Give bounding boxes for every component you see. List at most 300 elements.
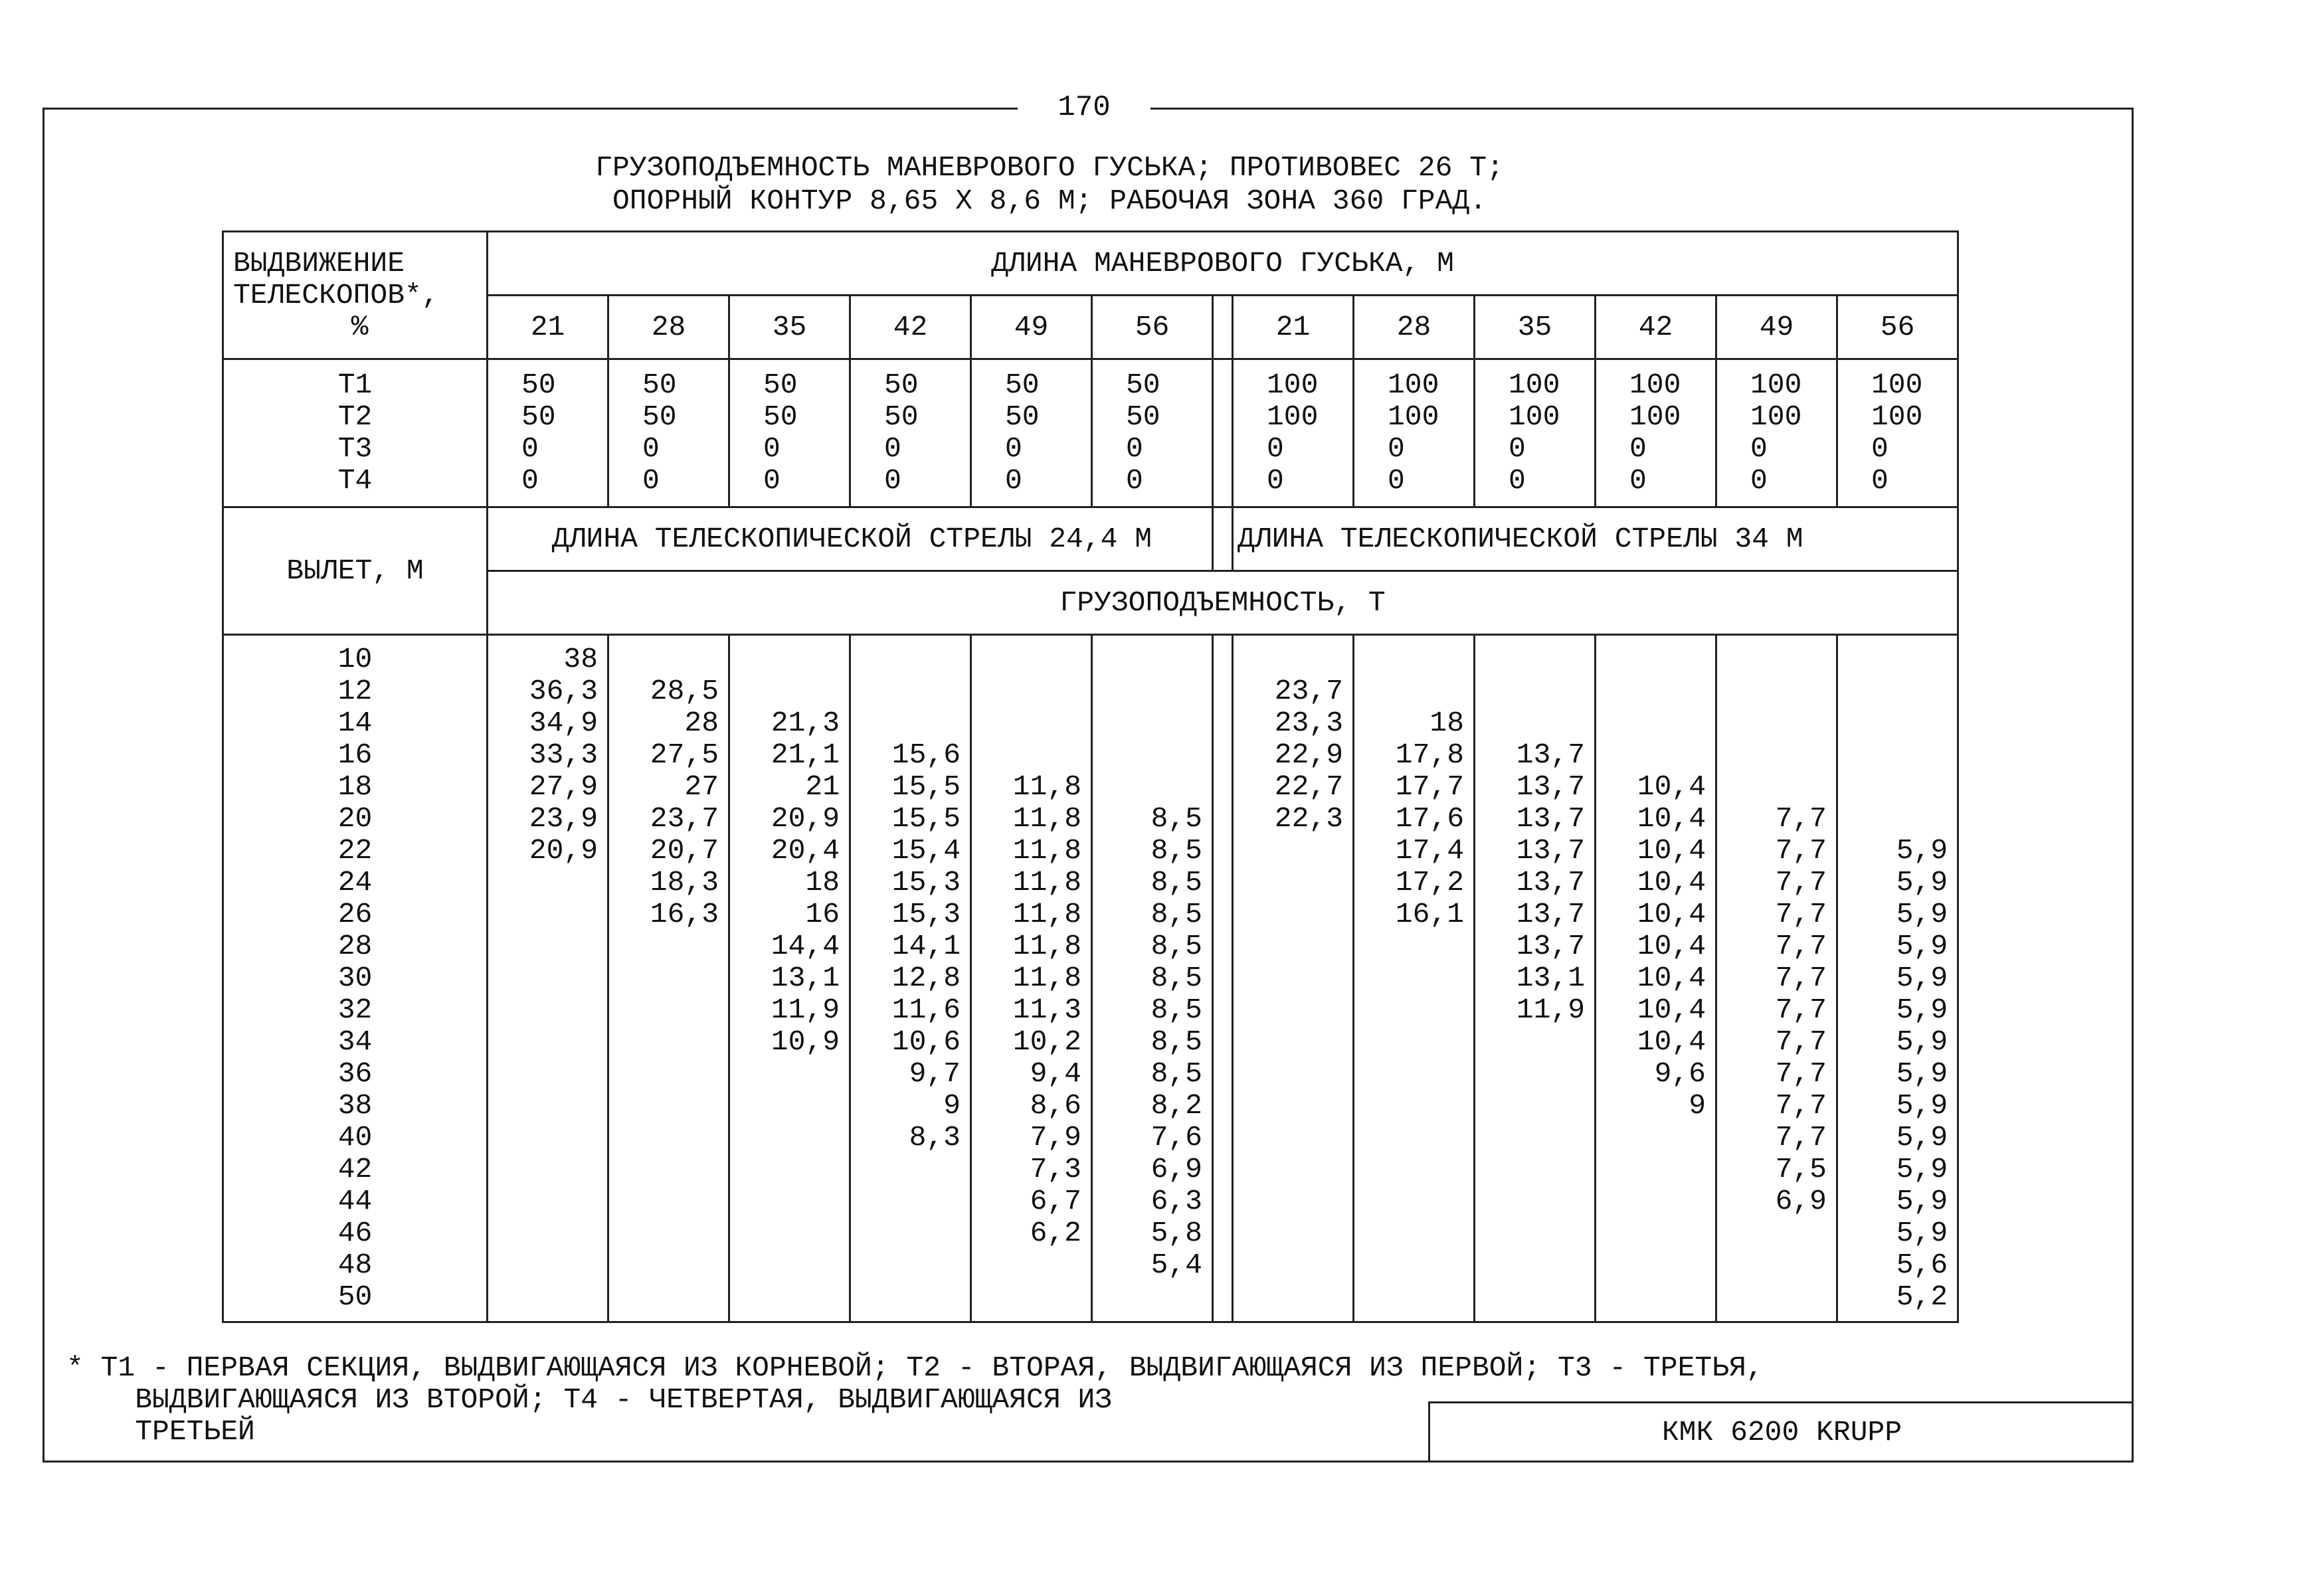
extension-column <box>1596 359 1716 507</box>
capacity-value <box>1475 1217 1585 1249</box>
capacity-header: ГРУЗОПОДЪЕМНОСТЬ, Т <box>488 571 1958 635</box>
extension-value: 0 <box>1126 432 1143 465</box>
radius-value: 16 <box>337 739 373 771</box>
load-chart-table <box>222 230 1959 1323</box>
capacity-value <box>1596 707 1706 739</box>
capacity-value <box>1475 1090 1585 1122</box>
capacity-value: 10,4 <box>1637 866 1706 899</box>
capacity-value <box>488 1281 598 1313</box>
radius-value: 24 <box>337 866 373 899</box>
capacity-value: 13,7 <box>1516 770 1585 803</box>
capacity-value <box>1596 1154 1706 1186</box>
capacity-value: 18 <box>1429 707 1464 739</box>
jib-length: 42 <box>1596 296 1716 359</box>
capacity-value <box>730 675 840 707</box>
capacity-value: 20,9 <box>771 802 840 835</box>
extension-value: 0 <box>1629 464 1647 497</box>
radius-value: 40 <box>337 1121 373 1154</box>
capacity-value: 5,6 <box>1896 1249 1948 1281</box>
capacity-value: 13,7 <box>1516 739 1585 771</box>
capacity-value <box>1838 707 1948 739</box>
capacity-value: 36,3 <box>529 675 598 707</box>
radius-value: 44 <box>337 1185 373 1217</box>
capacity-value <box>488 1058 598 1090</box>
extension-column <box>1354 359 1475 507</box>
radius-value: 18 <box>337 770 373 803</box>
capacity-value: 6,3 <box>1150 1185 1202 1217</box>
capacity-value: 6,7 <box>1030 1185 1081 1217</box>
capacity-value <box>1596 1122 1706 1154</box>
radius-value: 32 <box>337 994 373 1026</box>
capacity-value <box>1354 644 1464 675</box>
extension-value: 100 <box>1267 369 1319 401</box>
footnote-line-1: * Т1 - ПЕРВАЯ СЕКЦИЯ, ВЫДВИГАЮЩАЯСЯ ИЗ КОРНЕВОЙ; Т2 - ВТОРАЯ, ВЫДВИГАЮЩАЯСЯ ИЗ ПЕРВОЙ; Т3 - ТРЕТЬЯ, <box>66 1352 1764 1384</box>
extension-column <box>488 359 608 507</box>
capacity-value <box>1234 1217 1343 1249</box>
capacity-value <box>1234 1058 1343 1090</box>
capacity-value: 7,9 <box>1030 1121 1081 1154</box>
capacity-value <box>1354 1249 1464 1281</box>
capacity-value <box>851 1217 961 1249</box>
jib-length: 42 <box>850 296 971 359</box>
capacity-row <box>223 635 1958 1322</box>
capacity-value: 15,4 <box>891 834 961 867</box>
capacity-value <box>1354 931 1464 962</box>
capacity-value: 7,5 <box>1775 1153 1827 1186</box>
extension-value: 0 <box>763 464 781 497</box>
capacity-value: 7,7 <box>1775 1057 1827 1090</box>
capacity-value: 5,9 <box>1896 930 1948 962</box>
capacity-value <box>488 994 598 1026</box>
capacity-value: 17,4 <box>1395 834 1464 867</box>
capacity-value: 16 <box>805 898 840 931</box>
capacity-value: 20,4 <box>771 834 840 867</box>
ext-label-line-1: ВЫДВИЖЕНИЕ <box>233 246 405 280</box>
capacity-value <box>1354 675 1464 707</box>
capacity-value: 9,7 <box>909 1057 961 1090</box>
capacity-value <box>851 1281 961 1313</box>
capacity-value <box>488 1186 598 1217</box>
extension-value: 0 <box>642 464 660 497</box>
capacity-value <box>1093 675 1202 707</box>
jib-length: 35 <box>729 296 850 359</box>
telescope-labels <box>223 359 488 507</box>
capacity-value: 17,2 <box>1395 866 1464 899</box>
capacity-value <box>1234 867 1343 899</box>
extension-value: 50 <box>642 400 677 433</box>
capacity-value: 18 <box>805 866 840 899</box>
capacity-column <box>1092 635 1213 1322</box>
capacity-value: 7,3 <box>1030 1153 1081 1186</box>
capacity-value <box>1717 1217 1827 1249</box>
capacity-value <box>1717 707 1827 739</box>
capacity-value <box>609 1154 719 1186</box>
capacity-value: 33,3 <box>529 739 598 771</box>
page-number: 170 <box>1018 90 1150 125</box>
capacity-value: 13,7 <box>1516 802 1585 835</box>
extension-value: 50 <box>763 400 798 433</box>
capacity-value <box>1475 1058 1585 1090</box>
boom-length-24-4: ДЛИНА ТЕЛЕСКОПИЧЕСКОЙ СТРЕЛЫ 24,4 М <box>488 507 1213 571</box>
extension-column <box>1837 359 1958 507</box>
capacity-value <box>609 1217 719 1249</box>
capacity-value <box>1475 1281 1585 1313</box>
capacity-value <box>1475 707 1585 739</box>
capacity-value <box>1093 707 1202 739</box>
extension-value: 0 <box>1388 464 1405 497</box>
jib-length: 35 <box>1475 296 1596 359</box>
radius-value: 20 <box>337 802 373 835</box>
capacity-value: 10,4 <box>1637 770 1706 803</box>
capacity-value: 23,9 <box>529 802 598 835</box>
capacity-value <box>609 644 719 675</box>
capacity-value <box>609 1122 719 1154</box>
capacity-value <box>1234 899 1343 931</box>
capacity-value: 6,2 <box>1030 1217 1081 1249</box>
capacity-value <box>1234 644 1343 675</box>
radius-value: 28 <box>337 930 373 962</box>
capacity-value: 8,5 <box>1150 962 1202 994</box>
extension-value: 50 <box>884 369 919 401</box>
capacity-value <box>609 931 719 962</box>
capacity-value: 23,7 <box>650 802 719 835</box>
capacity-value: 23,7 <box>1274 675 1343 707</box>
capacity-value: 9 <box>943 1089 961 1122</box>
title-line-1: ГРУЗОПОДЪЕМНОСТЬ МАНЕВРОВОГО ГУСЬКА; ПРОТИВОВЕС 26 Т; <box>595 151 1504 184</box>
capacity-value: 8,5 <box>1150 834 1202 867</box>
capacity-value <box>1354 1154 1464 1186</box>
capacity-value: 13,1 <box>771 962 840 994</box>
capacity-value: 6,9 <box>1150 1153 1202 1186</box>
capacity-value <box>609 1090 719 1122</box>
column-divider <box>1213 635 1233 1322</box>
capacity-value: 9,6 <box>1654 1057 1706 1090</box>
extension-value: 0 <box>1629 432 1647 465</box>
capacity-value <box>1838 739 1948 771</box>
capacity-value: 18,3 <box>650 866 719 899</box>
capacity-value: 17,8 <box>1395 739 1464 771</box>
capacity-value <box>730 1058 840 1090</box>
capacity-column <box>1475 635 1596 1322</box>
jib-length: 28 <box>1354 296 1475 359</box>
capacity-value <box>1354 1122 1464 1154</box>
capacity-value <box>488 899 598 931</box>
capacity-value <box>972 675 1081 707</box>
capacity-value: 15,3 <box>891 898 961 931</box>
title-block-stamp: КМК 6200 KRUPP <box>1428 1401 2134 1463</box>
footnote-line-2: ВЫДВИГАЮЩАЯСЯ ИЗ ВТОРОЙ; Т4 - ЧЕТВЕРТАЯ, ВЫДВИГАЮЩАЯСЯ ИЗ <box>66 1383 1113 1416</box>
extension-row <box>223 359 1958 507</box>
capacity-value: 7,7 <box>1775 1089 1827 1122</box>
capacity-value <box>1475 1154 1585 1186</box>
extension-value: 50 <box>1005 369 1040 401</box>
capacity-value: 11,8 <box>1012 898 1081 931</box>
capacity-value: 15,5 <box>891 770 961 803</box>
capacity-value <box>851 644 961 675</box>
capacity-value <box>1475 1249 1585 1281</box>
capacity-value <box>851 707 961 739</box>
capacity-value: 7,7 <box>1775 1121 1827 1154</box>
capacity-value: 11,6 <box>891 994 961 1026</box>
capacity-value: 17,7 <box>1395 770 1464 803</box>
capacity-value: 8,3 <box>909 1121 961 1154</box>
extension-value: 100 <box>1750 369 1802 401</box>
capacity-column <box>1716 635 1837 1322</box>
jib-length: 21 <box>1233 296 1354 359</box>
extension-value: 0 <box>884 432 901 465</box>
extension-value: 50 <box>521 369 556 401</box>
boom-length-34: ДЛИНА ТЕЛЕСКОПИЧЕСКОЙ СТРЕЛЫ 34 М <box>1233 507 1958 571</box>
capacity-value <box>609 994 719 1026</box>
capacity-value: 11,9 <box>1516 994 1585 1026</box>
capacity-value: 16,1 <box>1395 898 1464 931</box>
capacity-column <box>1354 635 1475 1322</box>
capacity-value: 28,5 <box>650 675 719 707</box>
extension-value: 0 <box>1005 432 1022 465</box>
capacity-value: 5,2 <box>1896 1281 1948 1313</box>
capacity-value <box>851 1249 961 1281</box>
capacity-value <box>730 1122 840 1154</box>
capacity-value: 10,2 <box>1012 1025 1081 1058</box>
capacity-value: 5,9 <box>1896 994 1948 1026</box>
telescope-label: Т1 <box>337 369 373 401</box>
capacity-value: 7,7 <box>1775 898 1827 931</box>
extension-value: 0 <box>763 432 781 465</box>
extension-value: 50 <box>763 369 798 401</box>
capacity-value: 11,8 <box>1012 802 1081 835</box>
capacity-value: 16,3 <box>650 898 719 931</box>
capacity-value: 14,1 <box>891 930 961 962</box>
capacity-value: 27,9 <box>529 770 598 803</box>
capacity-value <box>972 644 1081 675</box>
capacity-value: 22,3 <box>1274 802 1343 835</box>
capacity-value: 10,4 <box>1637 962 1706 994</box>
capacity-value: 11,8 <box>1012 770 1081 803</box>
extension-value: 0 <box>1750 464 1768 497</box>
capacity-value: 8,5 <box>1150 1057 1202 1090</box>
capacity-value <box>1354 994 1464 1026</box>
capacity-value: 10,4 <box>1637 898 1706 931</box>
capacity-value: 5,9 <box>1896 898 1948 931</box>
capacity-value <box>1717 1281 1827 1313</box>
extension-column <box>608 359 729 507</box>
extension-value: 50 <box>1126 400 1160 433</box>
capacity-value: 11,9 <box>771 994 840 1026</box>
capacity-value: 5,9 <box>1896 962 1948 994</box>
capacity-value: 10,4 <box>1637 802 1706 835</box>
capacity-value <box>851 1154 961 1186</box>
capacity-value: 20,7 <box>650 834 719 867</box>
capacity-value: 5,9 <box>1896 834 1948 867</box>
capacity-value <box>1475 1122 1585 1154</box>
capacity-column <box>850 635 971 1322</box>
extension-value: 50 <box>884 400 919 433</box>
capacity-value: 8,5 <box>1150 802 1202 835</box>
capacity-value: 21,1 <box>771 739 840 771</box>
capacity-value: 34,9 <box>529 707 598 739</box>
capacity-value: 11,8 <box>1012 866 1081 899</box>
capacity-value: 5,9 <box>1896 866 1948 899</box>
capacity-value <box>488 962 598 994</box>
extension-value: 0 <box>1750 432 1768 465</box>
capacity-column <box>971 635 1092 1322</box>
extension-value: 100 <box>1388 400 1439 433</box>
capacity-value <box>1354 1090 1464 1122</box>
capacity-value <box>1234 1186 1343 1217</box>
extension-column <box>1233 359 1354 507</box>
capacity-value <box>1093 771 1202 803</box>
capacity-value <box>972 1249 1081 1281</box>
extension-value: 100 <box>1509 369 1560 401</box>
capacity-value: 7,7 <box>1775 962 1827 994</box>
capacity-value <box>609 1281 719 1313</box>
footnote-line-3: ТРЕТЬЕЙ <box>66 1415 255 1448</box>
capacity-value: 10,6 <box>891 1025 961 1058</box>
radius-value: 34 <box>337 1025 373 1058</box>
capacity-value: 21,3 <box>771 707 840 739</box>
capacity-value <box>1475 1186 1585 1217</box>
extension-value: 100 <box>1750 400 1802 433</box>
capacity-value: 15,6 <box>891 739 961 771</box>
capacity-value <box>1234 994 1343 1026</box>
capacity-value: 8,2 <box>1150 1089 1202 1122</box>
extension-value: 0 <box>1871 432 1888 465</box>
capacity-value <box>851 675 961 707</box>
ext-label-line-3: % <box>351 310 369 343</box>
capacity-value: 23,3 <box>1274 707 1343 739</box>
capacity-value: 38 <box>563 643 598 675</box>
radius-value: 48 <box>337 1249 373 1281</box>
capacity-value <box>1234 962 1343 994</box>
extension-column <box>850 359 971 507</box>
capacity-value <box>730 1090 840 1122</box>
capacity-value: 9,4 <box>1030 1057 1081 1090</box>
radius-value: 38 <box>337 1089 373 1122</box>
capacity-value <box>1234 1122 1343 1154</box>
capacity-value: 5,9 <box>1896 1057 1948 1090</box>
capacity-value <box>1838 803 1948 835</box>
capacity-value: 27 <box>684 770 719 803</box>
capacity-value: 12,8 <box>891 962 961 994</box>
capacity-column <box>608 635 729 1322</box>
jib-length-header: ДЛИНА МАНЕВРОВОГО ГУСЬКА, М <box>488 232 1958 296</box>
capacity-value <box>609 1058 719 1090</box>
capacity-value <box>1234 1026 1343 1058</box>
jib-length: 28 <box>608 296 729 359</box>
capacity-value <box>1596 739 1706 771</box>
capacity-value <box>1717 644 1827 675</box>
capacity-value <box>488 1154 598 1186</box>
capacity-value <box>1475 1026 1585 1058</box>
capacity-value <box>1234 1154 1343 1186</box>
radius-value: 22 <box>337 834 373 867</box>
extension-column <box>729 359 850 507</box>
capacity-value <box>488 1026 598 1058</box>
capacity-value <box>972 1281 1081 1313</box>
capacity-value <box>1093 1281 1202 1313</box>
capacity-value <box>1717 739 1827 771</box>
capacity-value: 11,8 <box>1012 930 1081 962</box>
capacity-column <box>1596 635 1716 1322</box>
extension-column <box>1475 359 1596 507</box>
capacity-value: 8,5 <box>1150 898 1202 931</box>
radius-value: 42 <box>337 1153 373 1186</box>
capacity-value: 20,9 <box>529 834 598 867</box>
capacity-value: 8,5 <box>1150 866 1202 899</box>
capacity-value: 21 <box>805 770 840 803</box>
capacity-value <box>730 1249 840 1281</box>
capacity-value <box>1354 1186 1464 1217</box>
capacity-value <box>730 1217 840 1249</box>
capacity-value: 7,7 <box>1775 930 1827 962</box>
capacity-value <box>609 962 719 994</box>
document-title <box>199 151 1900 218</box>
capacity-value <box>1596 1186 1706 1217</box>
capacity-value: 14,4 <box>771 930 840 962</box>
column-divider <box>1213 507 1233 571</box>
capacity-value: 10,4 <box>1637 1025 1706 1058</box>
extension-value: 100 <box>1629 369 1681 401</box>
extension-value: 100 <box>1267 400 1319 433</box>
capacity-value: 10,4 <box>1637 930 1706 962</box>
capacity-value <box>1717 675 1827 707</box>
capacity-value: 7,7 <box>1775 994 1827 1026</box>
capacity-value: 5,8 <box>1150 1217 1202 1249</box>
extension-column <box>1716 359 1837 507</box>
capacity-value <box>730 1186 840 1217</box>
capacity-column <box>1837 635 1958 1322</box>
extension-value: 50 <box>521 400 556 433</box>
jib-length: 56 <box>1092 296 1213 359</box>
capacity-value <box>1838 675 1948 707</box>
radius-value: 10 <box>337 643 373 675</box>
radius-value: 36 <box>337 1057 373 1090</box>
extension-value: 100 <box>1509 400 1560 433</box>
capacity-value: 22,7 <box>1274 770 1343 803</box>
capacity-value: 13,7 <box>1516 898 1585 931</box>
capacity-value: 13,7 <box>1516 866 1585 899</box>
extension-label-cell <box>223 232 488 359</box>
telescope-label: Т4 <box>337 464 373 497</box>
capacity-value: 8,6 <box>1030 1089 1081 1122</box>
extension-value: 100 <box>1871 369 1923 401</box>
capacity-value: 5,9 <box>1896 1217 1948 1249</box>
capacity-value: 5,4 <box>1150 1249 1202 1281</box>
capacity-value: 7,7 <box>1775 866 1827 899</box>
capacity-value: 7,7 <box>1775 834 1827 867</box>
capacity-value <box>488 867 598 899</box>
capacity-value: 7,7 <box>1775 802 1827 835</box>
capacity-value <box>1234 1281 1343 1313</box>
capacity-value <box>851 1186 961 1217</box>
capacity-column <box>1233 635 1354 1322</box>
capacity-value: 10,4 <box>1637 834 1706 867</box>
radius-value: 12 <box>337 675 373 707</box>
capacity-value <box>1717 1249 1827 1281</box>
capacity-value: 8,5 <box>1150 994 1202 1026</box>
capacity-value: 15,3 <box>891 866 961 899</box>
capacity-value: 5,9 <box>1896 1153 1948 1186</box>
capacity-value: 5,9 <box>1896 1089 1948 1122</box>
extension-value: 0 <box>1509 432 1526 465</box>
capacity-value <box>1596 675 1706 707</box>
radius-values <box>223 635 488 1322</box>
jib-length: 49 <box>1716 296 1837 359</box>
capacity-value <box>1354 1058 1464 1090</box>
capacity-value: 6,9 <box>1775 1185 1827 1217</box>
extension-value: 0 <box>1509 464 1526 497</box>
extension-value: 50 <box>1126 369 1160 401</box>
